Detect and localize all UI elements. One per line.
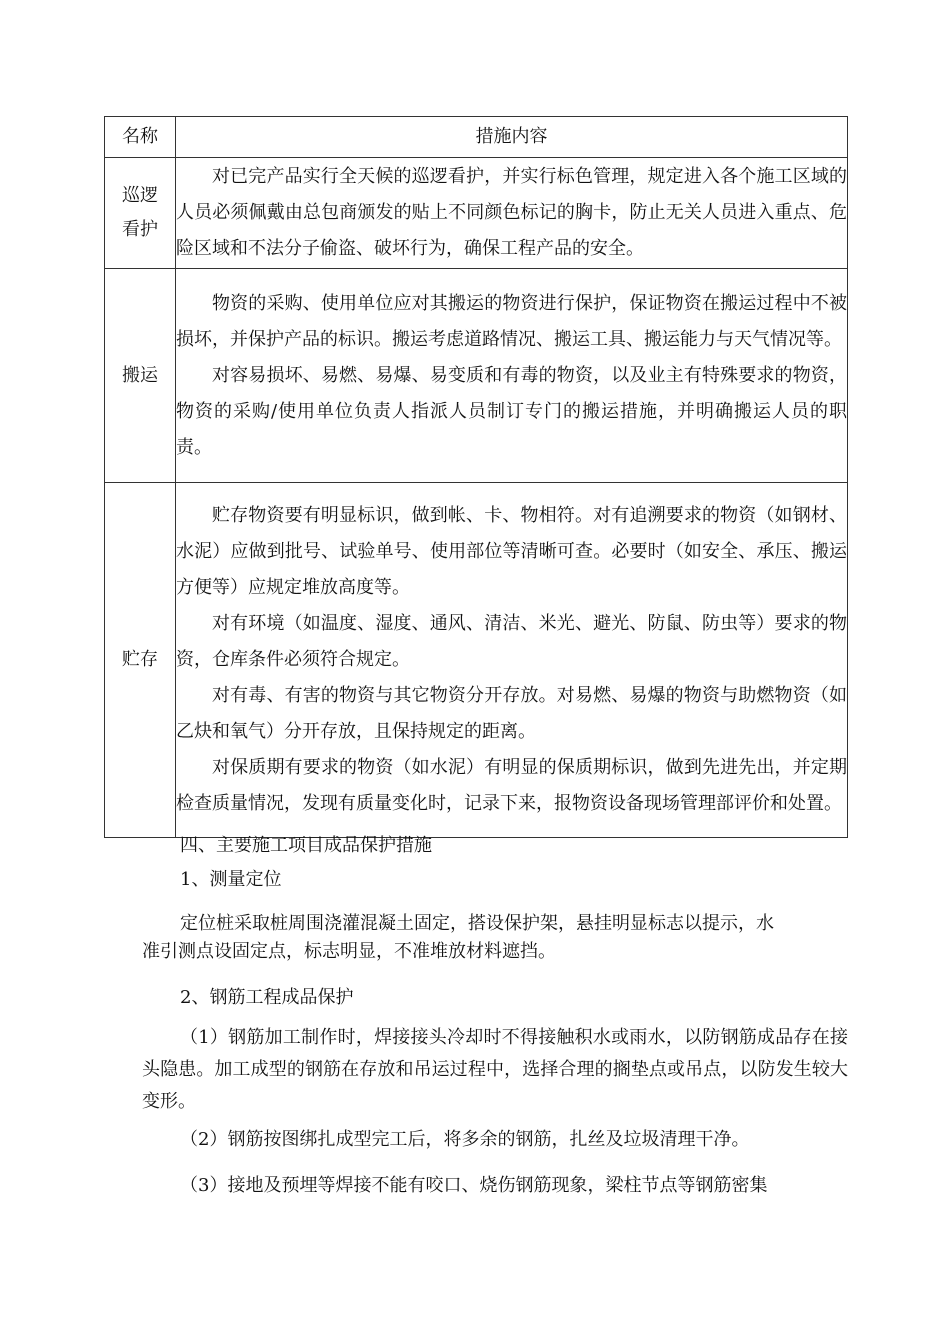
row-content-transport — [176, 269, 848, 483]
rebar-item-3-text: （3）接地及预埋等焊接不能有咬口、烧伤钢筋现象，梁柱节点等钢筋密集 — [180, 1175, 768, 1196]
row-paragraph: 对有环境（如温度、湿度、通风、清洁、米光、避光、防鼠、防虫等）要求的物资，仓库条件必须符合规定。 — [176, 613, 847, 670]
survey-paragraph-line1: 定位桩采取桩周围浇灌混凝土固定，搭设保护架，悬挂明显标志以提示，水 — [180, 913, 774, 934]
rebar-item-2-text: （2）钢筋按图绑扎成型完工后，将多余的钢筋，扎丝及垃圾清理干净。 — [180, 1129, 750, 1150]
row-paragraph: 对已完产品实行全天候的巡逻看护，并实行标色管理，规定进入各个施工区域的人员必须佩戴由总包商颁发的贴上不同颜色标记的胸卡，防止无关人员进入重点、危险区域和不法分子偷盗、破坏行为，确保工程产品的安全。 — [176, 166, 847, 259]
row-name-transport: 搬运 — [105, 269, 176, 483]
row-name-patrol — [105, 158, 176, 269]
survey-paragraph-line2: 准引测点设固定点，标志明显，不准堆放材料遮挡。 — [142, 941, 556, 962]
row-paragraph: 对保质期有要求的物资（如水泥）有明显的保质期标识，做到先进先出，并定期检查质量情况，发现有质量变化时，记录下来，报物资设备现场管理部评价和处置。 — [176, 757, 847, 814]
header-content-cell: 措施内容 — [176, 117, 848, 158]
section-4-heading: 四、主要施工项目成品保护措施 — [180, 835, 432, 856]
row-name-patrol-text: 巡逻看护 — [122, 184, 158, 240]
subsection-1-heading: 1、测量定位 — [180, 869, 282, 890]
table-row — [105, 269, 848, 483]
header-name-cell: 名称 — [105, 117, 176, 158]
row-paragraph: 贮存物资要有明显标识，做到帐、卡、物相符。对有追溯要求的物资（如钢材、水泥）应做到批号、试验单号、使用部位等清晰可查。必要时（如安全、承压、搬运方便等）应规定堆放高度等。 — [176, 505, 847, 598]
row-name-storage: 贮存 — [105, 483, 176, 838]
table-header-row — [105, 117, 848, 158]
table-row — [105, 483, 848, 838]
table-row — [105, 158, 848, 269]
rebar-item-1 — [142, 1022, 848, 1118]
rebar-item-2 — [142, 1124, 848, 1156]
row-paragraph: 对有毒、有害的物资与其它物资分开存放。对易燃、易爆的物资与助燃物资（如乙炔和氧气）分开存放，且保持规定的距离。 — [176, 685, 847, 742]
row-content-patrol — [176, 158, 848, 269]
row-content-storage — [176, 483, 848, 838]
protection-measures-table — [104, 116, 848, 838]
row-paragraph: 物资的采购、使用单位应对其搬运的物资进行保护，保证物资在搬运过程中不被损坏，并保护产品的标识。搬运考虑道路情况、搬运工具、搬运能力与天气情况等。 — [176, 292, 847, 350]
rebar-item-3 — [142, 1170, 848, 1202]
row-paragraph: 对容易损坏、易燃、易爆、易变质和有毒的物资，以及业主有特殊要求的物资，物资的采购/使用单位负责人指派人员制订专门的搬运措施，并明确搬运人员的职责。 — [176, 364, 847, 458]
rebar-item-1-text: （1）钢筋加工制作时，焊接接头冷却时不得接触积水或雨水，以防钢筋成品存在接头隐患。加工成型的钢筋在存放和吊运过程中，选择合理的搁垫点或吊点，以防发生较大变形。 — [142, 1027, 848, 1112]
subsection-2-heading: 2、钢筋工程成品保护 — [180, 987, 354, 1008]
